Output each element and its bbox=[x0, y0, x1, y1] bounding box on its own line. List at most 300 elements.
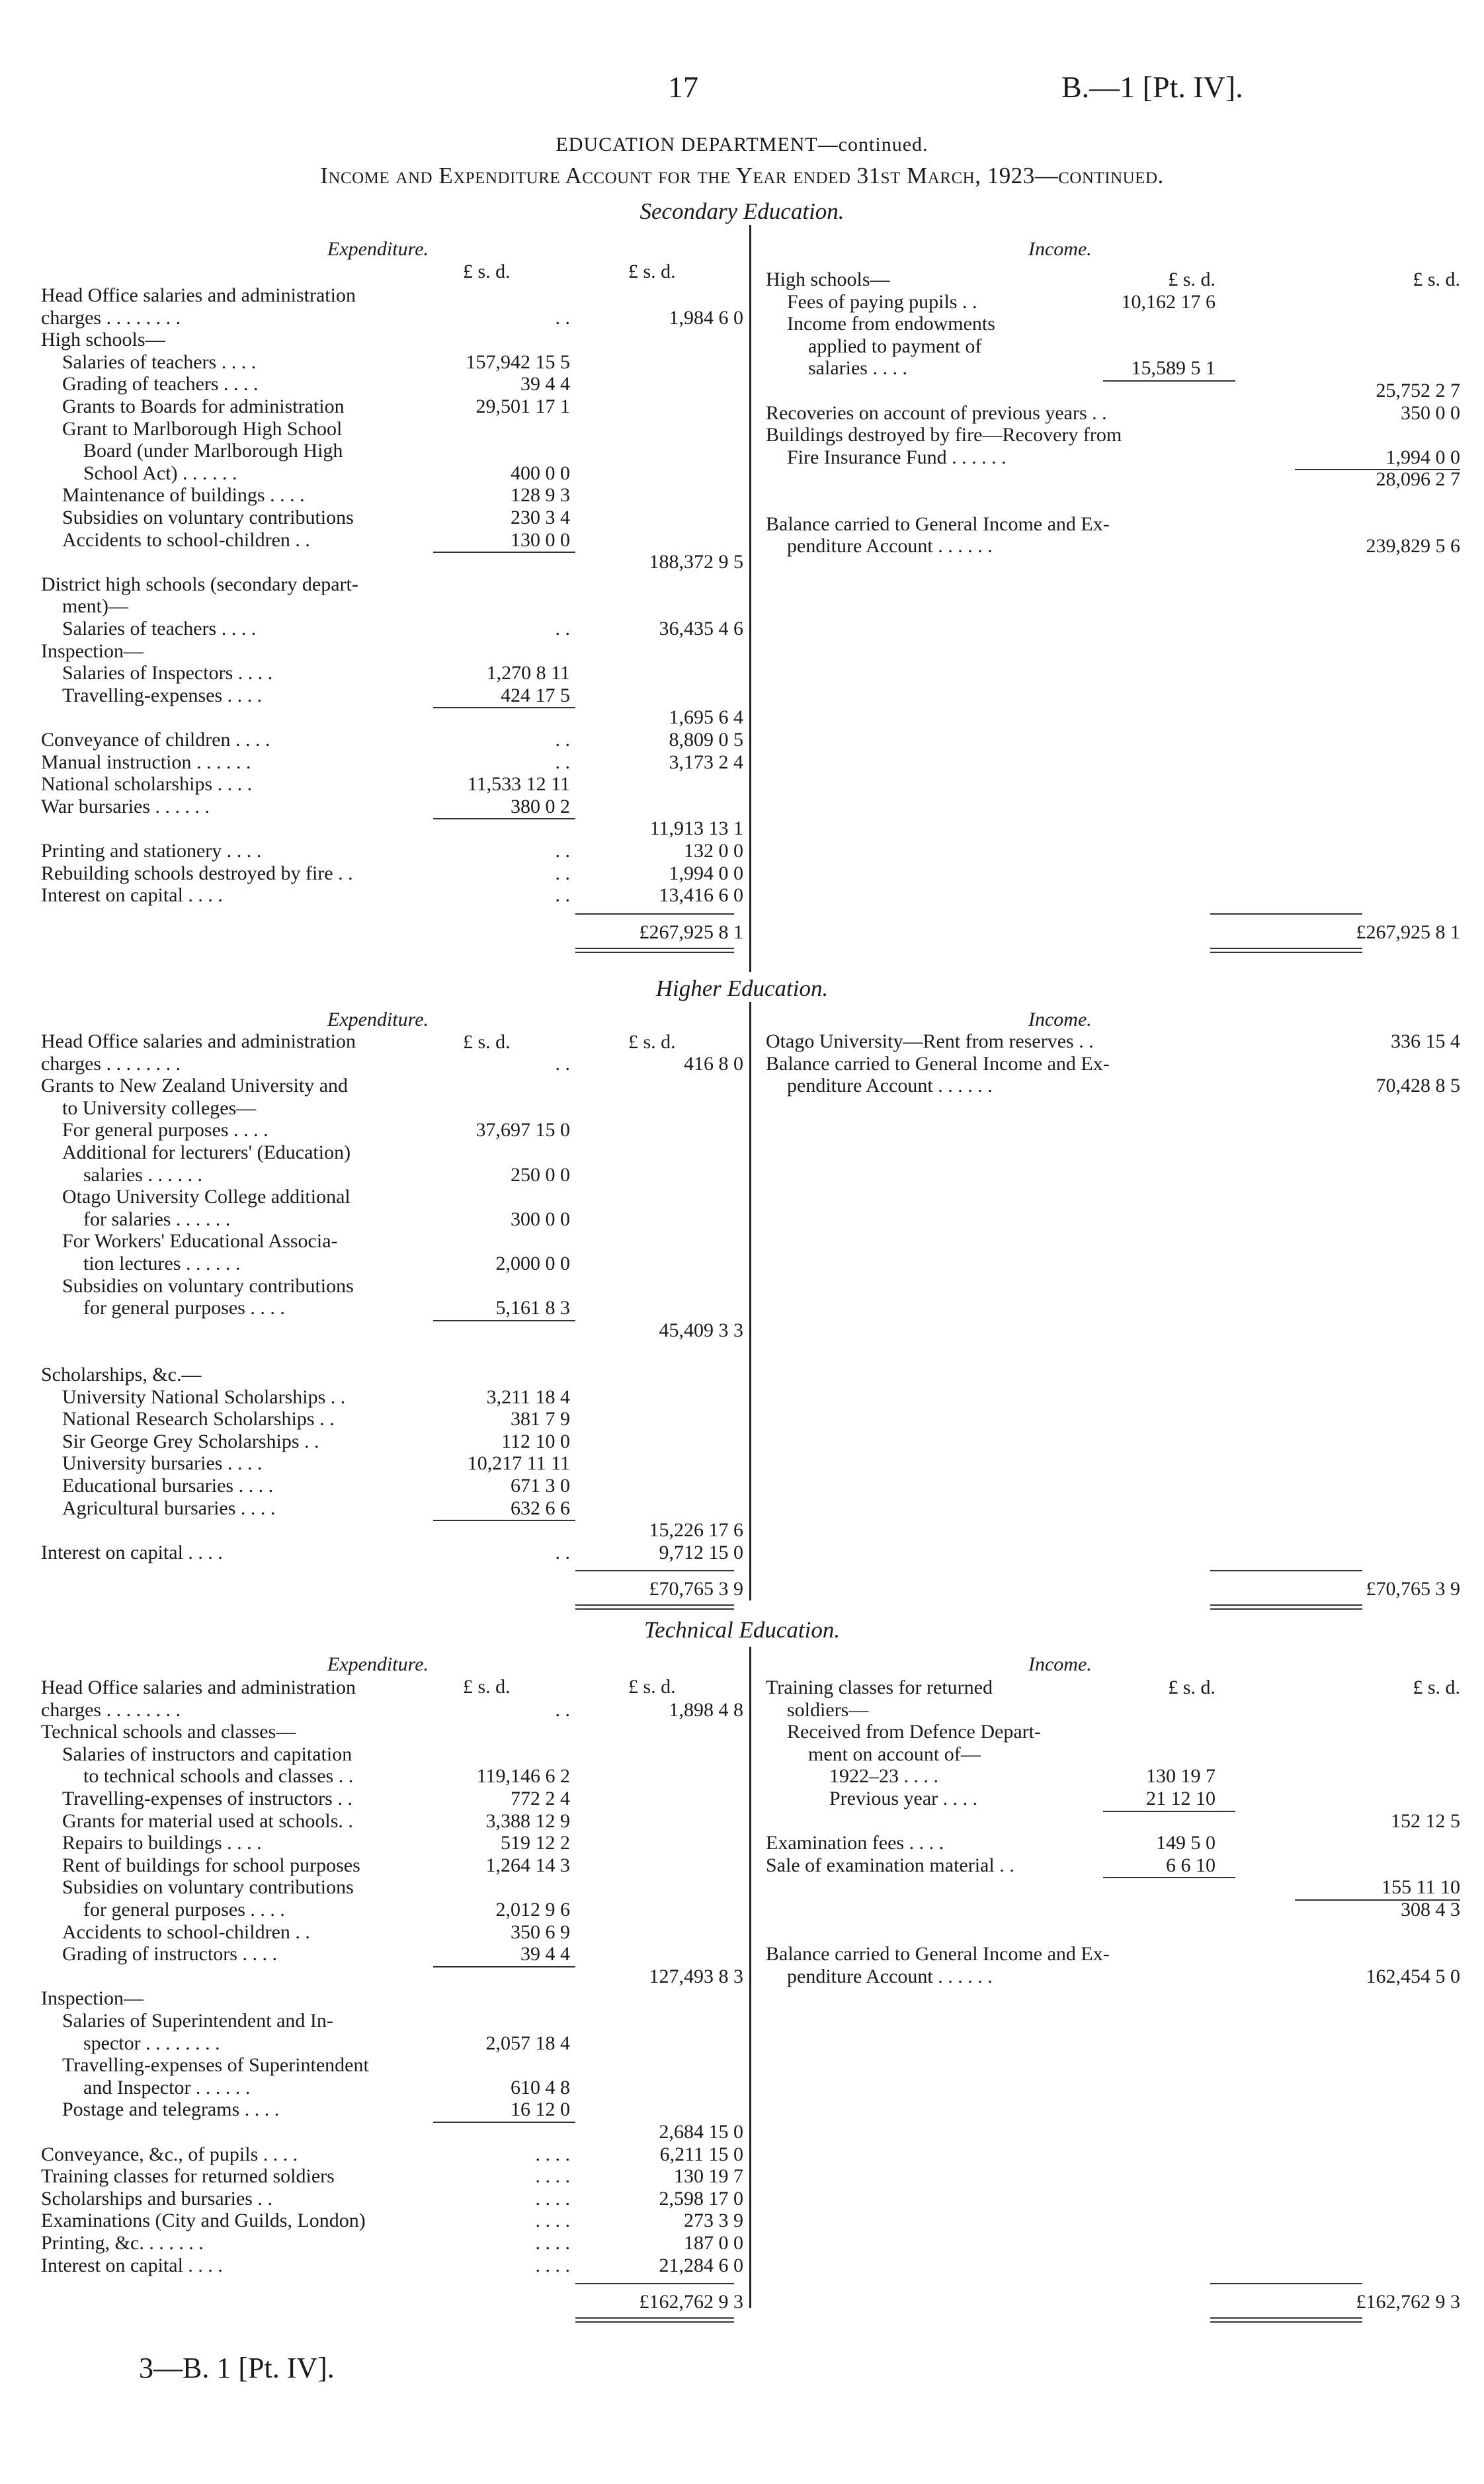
higher-expenditure-row bbox=[41, 1075, 743, 1097]
higher-expenditure-row bbox=[41, 1030, 743, 1053]
technical-expenditure-row bbox=[41, 1876, 743, 1899]
amount-inner: 112 10 0 bbox=[501, 1430, 570, 1452]
row-label: Additional for lecturers' (Education) bbox=[62, 1141, 351, 1163]
row-label: Previous year . . . . bbox=[829, 1788, 978, 1809]
amount-inner: 130 0 0 bbox=[511, 528, 570, 551]
row-label: Examinations (City and Guilds, London) bbox=[41, 2210, 366, 2232]
row-label: School Act) . . . . . . bbox=[83, 462, 237, 484]
secondary-expenditure-row bbox=[41, 884, 743, 907]
row-label: salaries . . . . bbox=[808, 357, 907, 380]
technical-expenditure-row bbox=[41, 2210, 743, 2232]
technical-expenditure-row bbox=[41, 1788, 743, 1810]
higher-income-row bbox=[766, 1030, 1460, 1053]
technical-expenditure-row bbox=[41, 1721, 743, 1743]
total-rule-double bbox=[575, 2321, 734, 2323]
amount-outer: 132 0 0 bbox=[684, 840, 743, 862]
amount-outer: 1,994 0 0 bbox=[669, 862, 743, 884]
higher-expenditure-row bbox=[41, 1364, 743, 1386]
amount-inner: 16 12 0 bbox=[511, 2098, 570, 2121]
technical-expenditure-row bbox=[41, 2188, 743, 2210]
amount-outer: 239,829 5 6 bbox=[1366, 535, 1460, 558]
secondary-expenditure-row bbox=[41, 618, 743, 640]
amount-inner: 21 12 10 bbox=[1146, 1788, 1216, 1809]
row-label: Training classes for returned soldiers bbox=[41, 2165, 335, 2188]
technical-column-divider bbox=[749, 1647, 751, 2308]
amount-inner: 250 0 0 bbox=[511, 1163, 570, 1186]
amount-outer: 25,752 2 7 bbox=[1376, 380, 1460, 401]
amount-inner: £ s. d. bbox=[1168, 1677, 1216, 1698]
higher-income-row bbox=[766, 1053, 1460, 1075]
amount-inner: . . . . bbox=[535, 2143, 570, 2165]
amount-inner: 610 4 8 bbox=[511, 2076, 570, 2098]
technical-expenditure-row bbox=[41, 1765, 743, 1788]
row-label: for general purposes . . . . bbox=[83, 1297, 285, 1319]
row-label: Grants to Boards for administration bbox=[62, 395, 345, 417]
technical-income-heading: Income. bbox=[1028, 1653, 1092, 1675]
row-label: Income from endowments bbox=[787, 313, 995, 335]
amount-outer: 13,416 6 0 bbox=[659, 884, 743, 907]
technical-expenditure-row bbox=[41, 1810, 743, 1833]
row-label: Conveyance of children . . . . bbox=[41, 729, 270, 751]
higher-expenditure-row bbox=[41, 1230, 743, 1253]
amount-inner: 3,388 12 9 bbox=[485, 1809, 570, 1832]
amount-inner: 149 5 0 bbox=[1156, 1832, 1216, 1854]
row-label: Subsidies on voluntary contributions bbox=[62, 507, 354, 528]
amount-inner: 632 6 6 bbox=[511, 1497, 570, 1519]
amount-inner: 6 6 10 bbox=[1166, 1854, 1216, 1876]
row-label: charges . . . . . . . . bbox=[41, 306, 181, 329]
row-label: Scholarships, &c.— bbox=[41, 1364, 202, 1386]
secondary-expenditure-row bbox=[41, 462, 743, 485]
row-label: Fire Insurance Fund . . . . . . bbox=[787, 446, 1007, 468]
amount-inner: 2,057 18 4 bbox=[485, 2032, 570, 2054]
row-label: Salaries of teachers . . . . bbox=[62, 618, 257, 640]
row-label: for salaries . . . . . . bbox=[83, 1208, 231, 1230]
higher-expenditure-row bbox=[41, 1053, 743, 1075]
higher-income-heading: Income. bbox=[1028, 1009, 1092, 1030]
higher-expenditure-row bbox=[41, 1519, 743, 1542]
amount-inner: £ s. d. bbox=[1168, 269, 1216, 290]
row-label: Otago University—Rent from reserves . . bbox=[766, 1030, 1094, 1052]
technical-expenditure-row bbox=[41, 2077, 743, 2099]
row-label: Rent of buildings for school purposes bbox=[62, 1854, 360, 1876]
amount-inner: 2,000 0 0 bbox=[495, 1253, 570, 1274]
row-label: Interest on capital . . . . bbox=[41, 1541, 223, 1563]
secondary-expenditure-row bbox=[41, 307, 743, 329]
total-rule-top bbox=[1210, 1570, 1362, 1571]
higher-expenditure-row bbox=[41, 1297, 743, 1319]
amount-outer: 1,984 6 0 bbox=[669, 306, 743, 329]
higher-income-total bbox=[766, 1578, 1460, 1600]
secondary-expenditure-row bbox=[41, 329, 743, 351]
secondary-income-row bbox=[766, 291, 1460, 313]
total-rule-double bbox=[1210, 1604, 1362, 1606]
amount-outer: 15,226 17 6 bbox=[649, 1519, 743, 1542]
higher-expenditure-row bbox=[41, 1164, 743, 1186]
amount-inner: . . . . bbox=[535, 2165, 570, 2188]
total-rule-double bbox=[575, 948, 734, 949]
amount-inner: 400 0 0 bbox=[511, 462, 570, 484]
amount-outer: 152 12 5 bbox=[1391, 1809, 1460, 1832]
row-label: Balance carried to General Income and Ex- bbox=[766, 1052, 1110, 1075]
row-label: Subsidies on voluntary contributions bbox=[62, 1274, 354, 1297]
technical-expenditure-row bbox=[41, 2098, 743, 2121]
technical-income-row bbox=[766, 1765, 1460, 1788]
total-rule-double bbox=[1210, 2321, 1362, 2323]
row-label: Manual instruction . . . . . . bbox=[41, 751, 251, 773]
secondary-expenditure-row bbox=[41, 662, 743, 684]
technical-expenditure-row bbox=[41, 2054, 743, 2077]
amount-outer: 21,284 6 0 bbox=[659, 2254, 743, 2276]
higher-expenditure-row bbox=[41, 1430, 743, 1453]
secondary-income-row bbox=[766, 446, 1460, 469]
secondary-income-row bbox=[766, 535, 1460, 558]
amount-inner: 157,942 15 5 bbox=[466, 351, 570, 373]
secondary-expenditure-row bbox=[41, 773, 743, 796]
technical-expenditure-row bbox=[41, 1943, 743, 1966]
row-label: soldiers— bbox=[787, 1698, 869, 1721]
secondary-expenditure-row bbox=[41, 395, 743, 418]
total-rule-double bbox=[575, 952, 734, 953]
amount-inner: 15,589 5 1 bbox=[1131, 357, 1216, 380]
technical-expenditure-row bbox=[41, 1677, 743, 1699]
row-label: Accidents to school-children . . bbox=[62, 1921, 310, 1943]
row-label: Recoveries on account of previous years . . bbox=[766, 401, 1107, 424]
row-label: University National Scholarships . . bbox=[62, 1386, 346, 1408]
amount-inner: 772 2 4 bbox=[511, 1788, 570, 1809]
secondary-units-col1: £ s. d. bbox=[463, 261, 511, 282]
row-label: and Inspector . . . . . . bbox=[83, 2076, 251, 2098]
amount-outer: 187 0 0 bbox=[684, 2232, 743, 2254]
row-label: Balance carried to General Income and Ex- bbox=[766, 513, 1110, 535]
amount-inner: 39 4 4 bbox=[520, 1943, 570, 1966]
higher-expenditure-row bbox=[41, 1341, 743, 1364]
footer-reference: 3—B. 1 [Pt. IV]. bbox=[139, 2352, 335, 2384]
row-label: Board (under Marlborough High bbox=[83, 440, 343, 462]
row-label: Inspection— bbox=[41, 1987, 144, 2010]
secondary-income-row bbox=[766, 513, 1460, 536]
total-rule-double bbox=[575, 1604, 734, 1606]
expenditure-total: £70,765 3 9 bbox=[649, 1578, 743, 1600]
total-rule-top bbox=[575, 913, 734, 915]
technical-income-row bbox=[766, 1743, 1460, 1766]
document-reference: B.—1 [Pt. IV]. bbox=[1061, 70, 1243, 104]
total-rule-top bbox=[1210, 913, 1362, 915]
technical-expenditure-row bbox=[41, 1899, 743, 1921]
amount-outer: £ s. d. bbox=[1413, 269, 1460, 290]
amount-inner: 119,146 6 2 bbox=[476, 1765, 570, 1788]
secondary-expenditure-row bbox=[41, 529, 743, 552]
row-label: Balance carried to General Income and Ex- bbox=[766, 1943, 1110, 1966]
secondary-expenditure-row bbox=[41, 595, 743, 618]
amount-inner: . . . . bbox=[535, 2254, 570, 2276]
higher-section-heading: Higher Education. bbox=[655, 975, 829, 1001]
amount-outer: 3,173 2 4 bbox=[669, 751, 743, 773]
row-label: Salaries of Superintendent and In- bbox=[62, 2010, 333, 2032]
row-label: Head Office salaries and administration bbox=[41, 284, 356, 306]
technical-expenditure-row bbox=[41, 1699, 743, 1721]
row-label: Sir George Grey Scholarships . . bbox=[62, 1430, 319, 1452]
secondary-expenditure-total bbox=[41, 921, 743, 944]
amount-inner: 10,162 17 6 bbox=[1121, 290, 1216, 313]
amount-outer: 188,372 9 5 bbox=[649, 551, 743, 573]
secondary-expenditure-row bbox=[41, 840, 743, 862]
technical-expenditure-row bbox=[41, 1832, 743, 1854]
row-label: Grants for material used at schools. . bbox=[62, 1809, 353, 1832]
row-label: Postage and telegrams . . . . bbox=[62, 2098, 280, 2121]
secondary-expenditure-row bbox=[41, 729, 743, 751]
expenditure-total: £162,762 9 3 bbox=[639, 2291, 743, 2313]
amount-inner: 128 9 3 bbox=[511, 484, 570, 507]
amount-outer: 273 3 9 bbox=[684, 2210, 743, 2232]
secondary-expenditure-row bbox=[41, 796, 743, 818]
secondary-units-col2: £ s. d. bbox=[628, 261, 676, 282]
total-rule-top bbox=[575, 2283, 734, 2284]
amount-inner: . . . . bbox=[535, 2210, 570, 2232]
amount-outer: 127,493 8 3 bbox=[649, 1965, 743, 1987]
amount-inner: . . bbox=[555, 729, 570, 751]
amount-outer: 70,428 8 5 bbox=[1376, 1075, 1460, 1097]
amount-inner: 424 17 5 bbox=[501, 684, 570, 706]
row-label: Head Office salaries and administration bbox=[41, 1677, 356, 1698]
secondary-expenditure-row bbox=[41, 484, 743, 507]
technical-income-row bbox=[766, 1876, 1460, 1899]
technical-expenditure-row bbox=[41, 2121, 743, 2143]
technical-expenditure-total bbox=[41, 2291, 743, 2313]
amount-outer: 162,454 5 0 bbox=[1366, 1965, 1460, 1987]
amount-inner: 29,501 17 1 bbox=[475, 395, 570, 417]
secondary-expenditure-row bbox=[41, 507, 743, 529]
amount-outer: 2,598 17 0 bbox=[659, 2187, 743, 2210]
row-label: salaries . . . . . . bbox=[83, 1163, 202, 1186]
technical-expenditure-row bbox=[41, 2010, 743, 2032]
total-rule-double bbox=[1210, 952, 1362, 953]
amount-inner: . . . . bbox=[535, 2232, 570, 2254]
row-label: Fees of paying pupils . . bbox=[787, 290, 977, 313]
amount-outer: 416 8 0 bbox=[684, 1052, 743, 1075]
higher-expenditure-row bbox=[41, 1542, 743, 1564]
technical-expenditure-row bbox=[41, 1966, 743, 1988]
secondary-income-row bbox=[766, 269, 1460, 291]
amount-outer: 8,809 0 5 bbox=[669, 729, 743, 751]
secondary-expenditure-row bbox=[41, 640, 743, 663]
secondary-income-row bbox=[766, 380, 1460, 402]
row-label: 1922–23 . . . . bbox=[829, 1765, 938, 1788]
higher-expenditure-heading: Expenditure. bbox=[327, 1009, 429, 1030]
row-label: Subsidies on voluntary contributions bbox=[62, 1876, 354, 1899]
technical-expenditure-row bbox=[41, 1921, 743, 1944]
row-label: Interest on capital . . . . bbox=[41, 884, 223, 907]
row-label: tion lectures . . . . . . bbox=[83, 1253, 241, 1274]
higher-units-col1: £ s. d. bbox=[463, 1031, 511, 1053]
secondary-income-row bbox=[766, 335, 1460, 358]
technical-expenditure-row bbox=[41, 2143, 743, 2166]
row-label: ment on account of— bbox=[808, 1743, 981, 1765]
row-label: Interest on capital . . . . bbox=[41, 2254, 223, 2276]
amount-inner: 380 0 2 bbox=[511, 795, 570, 817]
secondary-income-row bbox=[766, 424, 1460, 446]
amount-outer: 1,994 0 0 bbox=[1385, 446, 1460, 468]
technical-expenditure-row bbox=[41, 2032, 743, 2055]
row-label: charges . . . . . . . . bbox=[41, 1052, 181, 1075]
technical-income-row bbox=[766, 1899, 1460, 1921]
secondary-expenditure-row bbox=[41, 440, 743, 462]
row-label: Scholarships and bursaries . . bbox=[41, 2187, 272, 2210]
technical-expenditure-row bbox=[41, 1987, 743, 2010]
amount-inner: 37,697 15 0 bbox=[475, 1119, 570, 1141]
row-label: to technical schools and classes . . bbox=[83, 1765, 354, 1788]
technical-expenditure-heading: Expenditure. bbox=[327, 1653, 429, 1675]
amount-inner: . . bbox=[555, 840, 570, 862]
row-label: Accidents to school-children . . bbox=[62, 528, 310, 551]
technical-income-row bbox=[766, 1854, 1460, 1877]
row-label: High schools— bbox=[766, 269, 890, 290]
row-label: Salaries of instructors and capitation bbox=[62, 1743, 352, 1765]
total-rule-double bbox=[1210, 1608, 1362, 1610]
secondary-income-heading: Income. bbox=[1028, 238, 1092, 260]
row-label: spector . . . . . . . . bbox=[83, 2032, 220, 2054]
technical-income-row bbox=[766, 1832, 1460, 1854]
row-label: Rebuilding schools destroyed by fire . . bbox=[41, 862, 353, 884]
secondary-expenditure-row bbox=[41, 351, 743, 374]
secondary-income-row bbox=[766, 402, 1460, 425]
technical-income-row bbox=[766, 1810, 1460, 1833]
amount-inner: . . bbox=[555, 862, 570, 884]
row-label: Educational bursaries . . . . bbox=[62, 1475, 274, 1497]
higher-expenditure-row bbox=[41, 1452, 743, 1475]
row-label: War bursaries . . . . . . bbox=[41, 795, 210, 817]
amount-inner: 519 12 2 bbox=[501, 1832, 570, 1854]
row-label: Buildings destroyed by fire—Recovery from bbox=[766, 424, 1122, 446]
row-label: Head Office salaries and administration bbox=[41, 1030, 356, 1052]
amount-inner: . . . . bbox=[535, 2187, 570, 2210]
technical-section-heading: Technical Education. bbox=[643, 1617, 841, 1643]
row-label: to University colleges— bbox=[62, 1097, 257, 1119]
row-label: penditure Account . . . . . . bbox=[787, 1075, 993, 1097]
row-label: For Workers' Educational Associa- bbox=[62, 1230, 338, 1253]
technical-income-row bbox=[766, 1677, 1460, 1699]
total-rule-double bbox=[1210, 2317, 1362, 2319]
higher-expenditure-row bbox=[41, 1186, 743, 1208]
technical-expenditure-row bbox=[41, 2165, 743, 2188]
total-rule-top bbox=[575, 1570, 734, 1571]
secondary-expenditure-row bbox=[41, 706, 743, 729]
row-label: Travelling-expenses of Superintendent bbox=[62, 2054, 369, 2077]
amount-inner: . . bbox=[555, 884, 570, 907]
row-label: Inspection— bbox=[41, 640, 144, 662]
row-label: Otago University College additional bbox=[62, 1186, 350, 1208]
higher-expenditure-row bbox=[41, 1319, 743, 1342]
technical-units-col2: £ s. d. bbox=[628, 1676, 676, 1698]
secondary-expenditure-row bbox=[41, 373, 743, 395]
row-label: Printing, &c. . . . . . . bbox=[41, 2232, 204, 2254]
technical-income-row bbox=[766, 1943, 1460, 1966]
higher-expenditure-row bbox=[41, 1141, 743, 1164]
technical-expenditure-row bbox=[41, 1854, 743, 1877]
amount-inner: 10,217 11 11 bbox=[467, 1452, 570, 1475]
amount-inner: . . bbox=[555, 306, 570, 329]
secondary-expenditure-row bbox=[41, 751, 743, 774]
higher-column-divider bbox=[749, 1002, 751, 1600]
total-rule-double bbox=[575, 1608, 734, 1610]
amount-outer: £ s. d. bbox=[1413, 1677, 1460, 1698]
amount-inner: 381 7 9 bbox=[511, 1408, 570, 1430]
secondary-income-row bbox=[766, 313, 1460, 335]
amount-inner: 5,161 8 3 bbox=[495, 1297, 570, 1319]
row-label: Grading of teachers . . . . bbox=[62, 373, 259, 395]
secondary-expenditure-heading: Expenditure. bbox=[327, 238, 429, 260]
row-label: Technical schools and classes— bbox=[41, 1721, 296, 1743]
technical-expenditure-row bbox=[41, 1743, 743, 1766]
amount-outer: 130 19 7 bbox=[674, 2165, 743, 2188]
amount-inner: . . bbox=[555, 1541, 570, 1563]
amount-outer: 1,898 4 8 bbox=[669, 1698, 743, 1721]
technical-income-row bbox=[766, 1699, 1460, 1721]
row-label: Training classes for returned bbox=[766, 1677, 993, 1698]
row-label: National Research Scholarships . . bbox=[62, 1408, 335, 1430]
amount-outer: 36,435 4 6 bbox=[659, 618, 743, 640]
higher-units-col2: £ s. d. bbox=[628, 1031, 676, 1053]
row-label: Travelling-expenses . . . . bbox=[62, 684, 263, 706]
row-label: Maintenance of buildings . . . . bbox=[62, 484, 305, 507]
secondary-income-row bbox=[766, 357, 1460, 380]
amount-outer: 11,913 13 1 bbox=[649, 817, 743, 840]
amount-inner: 671 3 0 bbox=[511, 1475, 570, 1497]
higher-expenditure-row bbox=[41, 1208, 743, 1231]
income-total: £162,762 9 3 bbox=[1356, 2291, 1460, 2313]
secondary-income-row bbox=[766, 491, 1460, 513]
technical-income-row bbox=[766, 1721, 1460, 1743]
amount-inner: . . bbox=[555, 1052, 570, 1075]
secondary-column-divider bbox=[749, 225, 751, 972]
row-label: High schools— bbox=[41, 329, 165, 351]
amount-outer: 6,211 15 0 bbox=[659, 2143, 743, 2165]
row-label: Salaries of Inspectors . . . . bbox=[62, 662, 273, 684]
income-total: £267,925 8 1 bbox=[1356, 921, 1460, 943]
amount-inner: 3,211 18 4 bbox=[486, 1386, 570, 1408]
higher-expenditure-row bbox=[41, 1497, 743, 1520]
amount-outer: 350 0 0 bbox=[1401, 401, 1460, 424]
row-label: for general purposes . . . . bbox=[83, 1899, 285, 1921]
amount-outer: 336 15 4 bbox=[1391, 1030, 1460, 1052]
amount-inner: 130 19 7 bbox=[1146, 1765, 1216, 1788]
row-label: Grading of instructors . . . . bbox=[62, 1943, 277, 1966]
secondary-expenditure-row bbox=[41, 551, 743, 573]
row-label: Travelling-expenses of instructors . . bbox=[62, 1788, 352, 1809]
technical-income-row bbox=[766, 1921, 1460, 1944]
secondary-income-total bbox=[766, 921, 1460, 944]
row-label: Salaries of teachers . . . . bbox=[62, 351, 257, 373]
secondary-section-heading: Secondary Education. bbox=[639, 198, 845, 224]
secondary-expenditure-row bbox=[41, 817, 743, 840]
expenditure-total: £267,925 8 1 bbox=[639, 921, 743, 943]
income-total: £70,765 3 9 bbox=[1366, 1578, 1460, 1600]
row-label: penditure Account . . . . . . bbox=[787, 535, 993, 558]
row-label: For general purposes . . . . bbox=[62, 1119, 268, 1141]
amount-inner: . . bbox=[555, 1698, 570, 1721]
amount-inner: . . bbox=[555, 618, 570, 640]
row-label: ment)— bbox=[62, 595, 128, 618]
technical-expenditure-row bbox=[41, 2232, 743, 2255]
amount-outer: 9,712 15 0 bbox=[659, 1541, 743, 1563]
amount-inner: . . bbox=[555, 751, 570, 773]
technical-income-total bbox=[766, 2291, 1460, 2313]
row-label: charges . . . . . . . . bbox=[41, 1698, 181, 1721]
technical-expenditure-row bbox=[41, 2255, 743, 2277]
secondary-expenditure-row bbox=[41, 284, 743, 307]
technical-income-row bbox=[766, 1966, 1460, 1988]
higher-expenditure-row bbox=[41, 1119, 743, 1141]
